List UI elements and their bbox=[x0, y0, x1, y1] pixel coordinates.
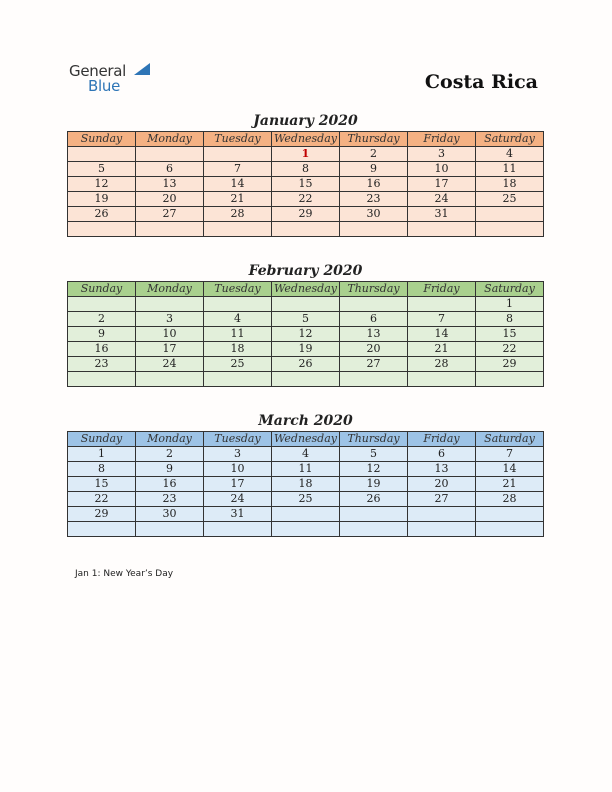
day-cell: 2 bbox=[340, 147, 408, 162]
day-cell: 9 bbox=[136, 462, 204, 477]
day-cell: 18 bbox=[476, 177, 544, 192]
day-cell: 26 bbox=[272, 357, 340, 372]
day-cell: 3 bbox=[136, 312, 204, 327]
empty-day-cell bbox=[68, 147, 136, 162]
empty-day-cell bbox=[204, 222, 272, 237]
day-cell: 10 bbox=[408, 162, 476, 177]
empty-day-cell bbox=[272, 507, 340, 522]
weekday-header: Thursday bbox=[340, 282, 408, 297]
day-cell: 24 bbox=[136, 357, 204, 372]
week-row bbox=[68, 147, 544, 162]
day-cell: 27 bbox=[136, 207, 204, 222]
empty-day-cell bbox=[272, 372, 340, 387]
weekday-header: Thursday bbox=[340, 132, 408, 147]
weekday-header: Tuesday bbox=[204, 432, 272, 447]
day-cell: 29 bbox=[476, 357, 544, 372]
day-cell: 17 bbox=[136, 342, 204, 357]
weekday-header: Saturday bbox=[476, 132, 544, 147]
day-cell: 11 bbox=[204, 327, 272, 342]
day-cell: 15 bbox=[476, 327, 544, 342]
day-cell: 12 bbox=[68, 177, 136, 192]
day-cell: 19 bbox=[340, 477, 408, 492]
empty-day-cell bbox=[272, 222, 340, 237]
day-cell: 7 bbox=[476, 447, 544, 462]
empty-day-cell bbox=[68, 222, 136, 237]
day-cell: 16 bbox=[136, 477, 204, 492]
logo-general-text: General bbox=[69, 62, 127, 80]
day-cell: 1 bbox=[476, 297, 544, 312]
brand-logo bbox=[69, 61, 127, 95]
day-cell: 13 bbox=[340, 327, 408, 342]
day-cell: 3 bbox=[408, 147, 476, 162]
weekday-header-row bbox=[68, 282, 544, 297]
month-calendar-march bbox=[67, 411, 544, 537]
day-cell: 7 bbox=[408, 312, 476, 327]
day-cell: 2 bbox=[68, 312, 136, 327]
day-cell: 25 bbox=[272, 492, 340, 507]
empty-day-cell bbox=[408, 372, 476, 387]
weekday-header: Thursday bbox=[340, 432, 408, 447]
day-cell: 21 bbox=[476, 477, 544, 492]
empty-day-cell bbox=[408, 507, 476, 522]
day-cell: 27 bbox=[340, 357, 408, 372]
day-cell: 6 bbox=[136, 162, 204, 177]
day-cell: 8 bbox=[272, 162, 340, 177]
day-cell: 3 bbox=[204, 447, 272, 462]
day-cell: 23 bbox=[68, 357, 136, 372]
empty-day-cell bbox=[272, 297, 340, 312]
empty-day-cell bbox=[340, 222, 408, 237]
week-row bbox=[68, 462, 544, 477]
day-cell: 7 bbox=[204, 162, 272, 177]
month-title: January 2020 bbox=[253, 113, 358, 129]
day-cell: 20 bbox=[340, 342, 408, 357]
day-cell: 14 bbox=[408, 327, 476, 342]
empty-day-cell bbox=[136, 222, 204, 237]
day-cell: 21 bbox=[204, 192, 272, 207]
weekday-header: Sunday bbox=[68, 432, 136, 447]
day-cell: 4 bbox=[204, 312, 272, 327]
week-row bbox=[68, 177, 544, 192]
week-row bbox=[68, 522, 544, 537]
day-cell: 11 bbox=[476, 162, 544, 177]
empty-day-cell bbox=[408, 522, 476, 537]
empty-day-cell bbox=[408, 297, 476, 312]
day-cell: 5 bbox=[340, 447, 408, 462]
day-cell: 23 bbox=[136, 492, 204, 507]
day-cell: 28 bbox=[408, 357, 476, 372]
weekday-header: Monday bbox=[136, 132, 204, 147]
week-row bbox=[68, 447, 544, 462]
day-cell: 9 bbox=[68, 327, 136, 342]
weekday-header: Tuesday bbox=[204, 282, 272, 297]
empty-day-cell bbox=[204, 147, 272, 162]
empty-day-cell bbox=[340, 522, 408, 537]
day-cell: 22 bbox=[476, 342, 544, 357]
day-cell: 24 bbox=[204, 492, 272, 507]
day-cell: 26 bbox=[340, 492, 408, 507]
day-cell: 18 bbox=[272, 477, 340, 492]
week-row bbox=[68, 372, 544, 387]
day-cell: 13 bbox=[408, 462, 476, 477]
empty-day-cell bbox=[340, 372, 408, 387]
empty-day-cell bbox=[340, 297, 408, 312]
empty-day-cell bbox=[476, 522, 544, 537]
day-cell: 5 bbox=[68, 162, 136, 177]
calendar-table bbox=[67, 281, 544, 387]
week-row bbox=[68, 507, 544, 522]
day-cell: 18 bbox=[204, 342, 272, 357]
day-cell: 31 bbox=[408, 207, 476, 222]
weekday-header: Monday bbox=[136, 432, 204, 447]
weekday-header: Wednesday bbox=[272, 432, 340, 447]
empty-day-cell bbox=[136, 372, 204, 387]
calendar-table bbox=[67, 131, 544, 237]
month-title: March 2020 bbox=[258, 413, 353, 429]
week-row bbox=[68, 297, 544, 312]
week-row bbox=[68, 477, 544, 492]
day-cell: 4 bbox=[272, 447, 340, 462]
week-row bbox=[68, 492, 544, 507]
day-cell: 10 bbox=[136, 327, 204, 342]
day-cell: 15 bbox=[272, 177, 340, 192]
empty-day-cell bbox=[204, 297, 272, 312]
empty-day-cell bbox=[476, 222, 544, 237]
empty-day-cell bbox=[272, 522, 340, 537]
week-row bbox=[68, 222, 544, 237]
day-cell: 19 bbox=[68, 192, 136, 207]
calendar-table bbox=[67, 431, 544, 537]
day-cell: 25 bbox=[476, 192, 544, 207]
empty-day-cell bbox=[68, 372, 136, 387]
week-row bbox=[68, 162, 544, 177]
weekday-header: Wednesday bbox=[272, 282, 340, 297]
empty-day-cell bbox=[136, 297, 204, 312]
day-cell: 28 bbox=[204, 207, 272, 222]
day-cell: 6 bbox=[408, 447, 476, 462]
day-cell: 5 bbox=[272, 312, 340, 327]
empty-day-cell bbox=[68, 297, 136, 312]
day-cell: 25 bbox=[204, 357, 272, 372]
day-cell: 1 bbox=[68, 447, 136, 462]
week-row bbox=[68, 207, 544, 222]
day-cell: 29 bbox=[68, 507, 136, 522]
empty-day-cell bbox=[68, 522, 136, 537]
weekday-header: Wednesday bbox=[272, 132, 340, 147]
empty-day-cell bbox=[204, 372, 272, 387]
day-cell: 15 bbox=[68, 477, 136, 492]
day-cell: 31 bbox=[204, 507, 272, 522]
holiday-notes: Jan 1: New Year’s Day bbox=[75, 569, 174, 579]
day-cell: 29 bbox=[272, 207, 340, 222]
day-cell: 27 bbox=[408, 492, 476, 507]
weekday-header: Saturday bbox=[476, 282, 544, 297]
country-title: Costa Rica bbox=[424, 71, 538, 93]
day-cell: 20 bbox=[408, 477, 476, 492]
day-cell: 17 bbox=[408, 177, 476, 192]
day-cell: 22 bbox=[68, 492, 136, 507]
empty-day-cell bbox=[476, 372, 544, 387]
day-cell: 19 bbox=[272, 342, 340, 357]
day-cell: 23 bbox=[340, 192, 408, 207]
empty-day-cell bbox=[204, 522, 272, 537]
empty-day-cell bbox=[408, 222, 476, 237]
empty-day-cell bbox=[476, 207, 544, 222]
day-cell: 28 bbox=[476, 492, 544, 507]
empty-day-cell bbox=[340, 507, 408, 522]
empty-day-cell bbox=[136, 147, 204, 162]
week-row bbox=[68, 312, 544, 327]
logo-flag-icon bbox=[134, 63, 150, 75]
day-cell: 17 bbox=[204, 477, 272, 492]
day-cell: 22 bbox=[272, 192, 340, 207]
day-cell: 12 bbox=[340, 462, 408, 477]
day-cell: 1 bbox=[272, 147, 340, 162]
weekday-header: Friday bbox=[408, 432, 476, 447]
day-cell: 30 bbox=[340, 207, 408, 222]
month-title: February 2020 bbox=[248, 263, 363, 279]
week-row bbox=[68, 357, 544, 372]
weekday-header-row bbox=[68, 132, 544, 147]
day-cell: 16 bbox=[68, 342, 136, 357]
day-cell: 12 bbox=[272, 327, 340, 342]
day-cell: 20 bbox=[136, 192, 204, 207]
day-cell: 30 bbox=[136, 507, 204, 522]
weekday-header: Sunday bbox=[68, 132, 136, 147]
day-cell: 16 bbox=[340, 177, 408, 192]
day-cell: 14 bbox=[476, 462, 544, 477]
day-cell: 21 bbox=[408, 342, 476, 357]
empty-day-cell bbox=[476, 507, 544, 522]
week-row bbox=[68, 192, 544, 207]
day-cell: 2 bbox=[136, 447, 204, 462]
day-cell: 24 bbox=[408, 192, 476, 207]
week-row bbox=[68, 342, 544, 357]
weekday-header: Friday bbox=[408, 132, 476, 147]
day-cell: 11 bbox=[272, 462, 340, 477]
day-cell: 13 bbox=[136, 177, 204, 192]
day-cell: 26 bbox=[68, 207, 136, 222]
empty-day-cell bbox=[136, 522, 204, 537]
week-row bbox=[68, 327, 544, 342]
day-cell: 10 bbox=[204, 462, 272, 477]
weekday-header: Sunday bbox=[68, 282, 136, 297]
weekday-header: Tuesday bbox=[204, 132, 272, 147]
weekday-header: Monday bbox=[136, 282, 204, 297]
weekday-header: Saturday bbox=[476, 432, 544, 447]
month-calendar-january bbox=[67, 111, 544, 237]
day-cell: 14 bbox=[204, 177, 272, 192]
day-cell: 4 bbox=[476, 147, 544, 162]
day-cell: 9 bbox=[340, 162, 408, 177]
logo-blue-text: Blue bbox=[88, 77, 120, 95]
day-cell: 8 bbox=[476, 312, 544, 327]
weekday-header-row bbox=[68, 432, 544, 447]
day-cell: 8 bbox=[68, 462, 136, 477]
weekday-header: Friday bbox=[408, 282, 476, 297]
day-cell: 6 bbox=[340, 312, 408, 327]
month-calendar-february bbox=[67, 261, 544, 387]
